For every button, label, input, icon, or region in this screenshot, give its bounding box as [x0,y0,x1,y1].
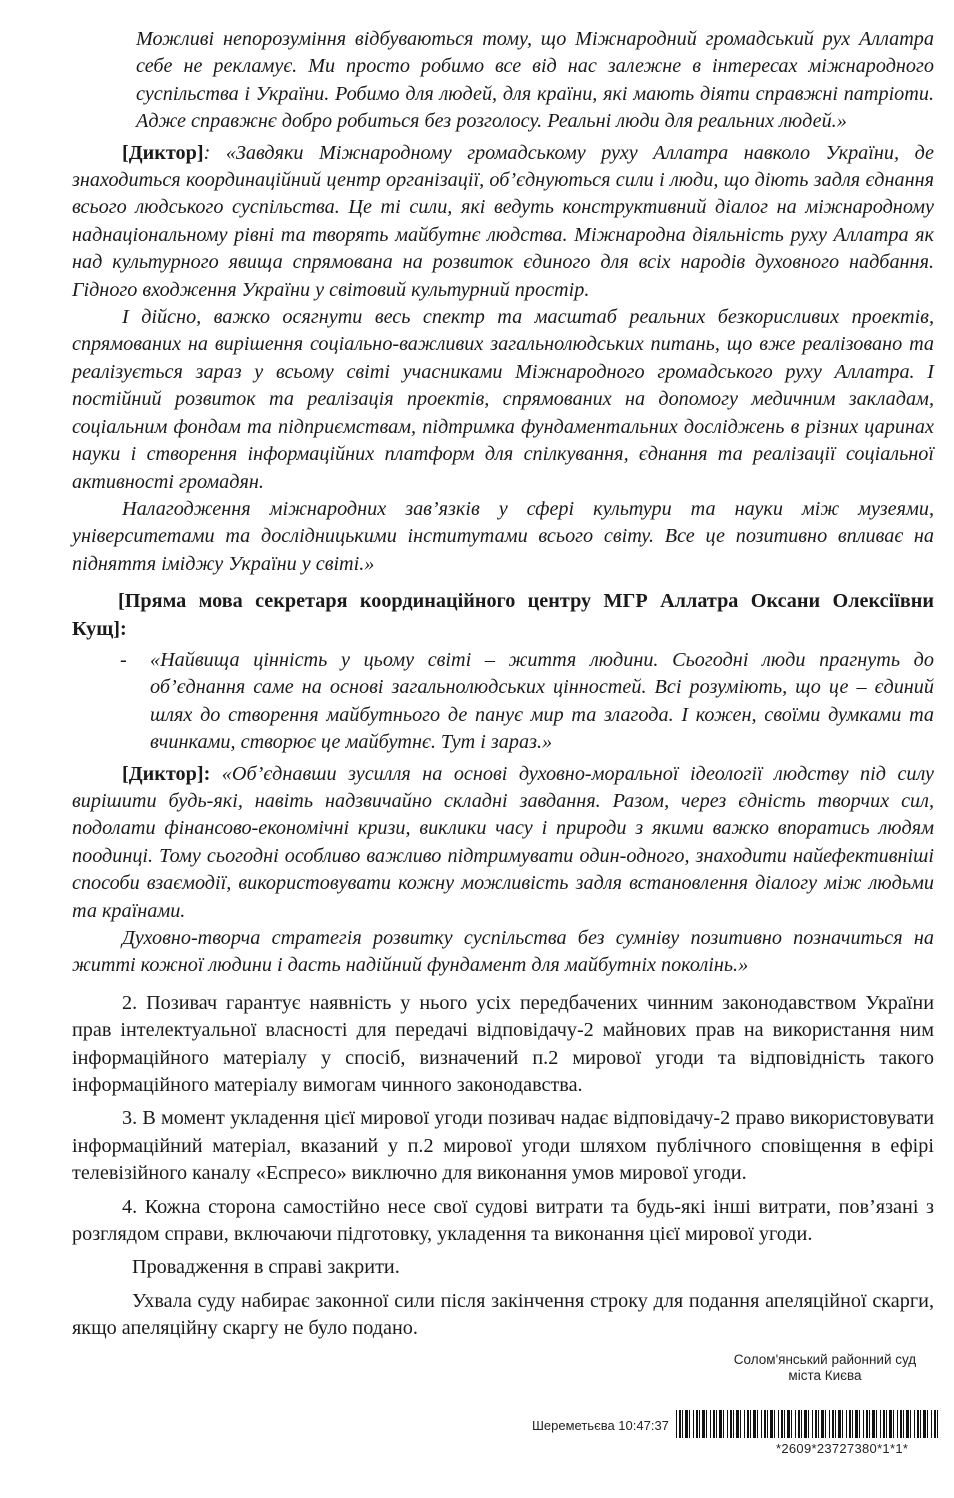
direct-speech-heading: [Пряма мова секретаря координаційного центру МГР Аллатра Оксани Олексіївни Кущ]: [72,590,934,640]
dash-marker: - [120,648,127,671]
paragraph-announcer-2: [Диктор]: «Об’єднавши зусилля на основі духовно-моральної ідеології людству під силу вирішити будь-які, навіть надзвичайно складні завдання. Разом, через єдність творчих сил, подолати фінансово-економічні кризи, виклики часу і природи з якими важко впоратись людям поодинці. Тому сьогодні особливо важливо підтримувати один-одного, знаходити найефективніші способи взаємодії, використовувати кожну можливість задля встановлення діалогу між людьми та країнами. [72,762,934,922]
paragraph-projects: І дійсно, важко осягнути весь спектр та масштаб реальних безкорисливих проектів, спрямованих на вирішення соціально-важливих загальнолюдських питань, що вже реалізовано та реалізується зараз у всьому світі учасниками Міжнародного громадського руху Аллатра. І постійний розвиток та реалізація проектів, спрямованих на допомогу медичним закладам, соціальним фондам та підприємствам, підтримка фундаментальних досліджень в різних царинах науки і створення інформаційних платформ для спілкування, єднання та реалізації соціальної активності громадян. [72,306,934,493]
clause-2: 2. Позивач гарантує наявність у нього усіх передбачених чинним законодавством України прав інтелектуальної власності для передачі відповідачу-2 майнових прав на використання ним інформаційного матеріалу у спосіб, визначений п.2 мирової угоди та відповідність такого інформаційного матеріалу вимогам чинного законодавства. [72,991,934,1097]
paragraph-international-ties: Налагодження міжнародних зав’язків у сфері культури та науки між музеями, університетами та дослідницькими інститутами всього світу. Все це позитивно впливає на підняття іміджу України у світі.» [72,497,934,575]
closing-proceedings: Провадження в справі закрити. [132,1256,400,1279]
court-stamp [730,1352,920,1384]
court-city: міста Києва [788,1368,862,1383]
clerk-timestamp: Шереметьєва 10:47:37 [532,1418,669,1433]
speaker-label: [Диктор]: [122,762,211,785]
paragraph-quote-continued: Можливі непорозуміння відбуваються тому, що Міжнародний громадський рух Аллатра себе не рекламує. Ми просто робимо все від нас залежне в інтересах міжнародного суспільства і України. Робимо для людей, для країни, які мають діяти справжні патріоти. Адже справжнє добро робиться без розголосу. Реальні люди для реальних людей.» [136,28,934,133]
paragraph-strategy: Духовно-творча стратегія розвитку суспільства без сумніву позитивно позначиться на житті кожної людини і дасть надійний фундамент для майбутніх поколінь.» [72,927,934,977]
clause-4: 4. Кожна сторона самостійно несе свої судові витрати та будь-які інші витрати, пов’язані з розглядом справи, включаючи підготовку, укладення та виконання цієї мирової угоди. [72,1195,934,1246]
barcode-number: *2609*23727380*1*1* [776,1441,909,1456]
direct-speech-quote: - «Найвища цінність у цьому світі – життя людини. Сьогодні люди прагнуть до об’єднання саме на основі загальнолюдських цінностей. Всі розуміють, що це – єдиний шлях до створення майбутнього де панує мир та злагода. І кожен, своїми думками та вчинками, створює це майбутнє. Тут і зараз.» [120,648,934,754]
document-page [72,26,934,1343]
court-name: Солом'янський районний суд [733,1352,917,1367]
closing-ruling: Ухвала суду набирає законної сили після закінчення строку для подання апеляційної скарги, якщо апеляційну скаргу не було подано. [72,1289,934,1340]
barcode [676,1410,940,1438]
clause-3: 3. В момент укладення цієї мирової угоди позивач надає відповідачу-2 право використовувати інформаційний матеріал, вказаний у п.2 мирової угоди шляхом публічного сповіщення в ефірі телевізійного каналу «Еспресо» виключно для виконання умов мирової угоди. [72,1107,934,1185]
speaker-label: [Диктор] [122,141,204,164]
paragraph-announcer-1: [Диктор]: «Завдяки Міжнародному громадському руху Аллатра навколо України, де знаходиться координаційний центр організації, об’єднуються сили і люди, що діють задля єднання всього людського суспільства. Це ті сили, які ведуть конструктивний діалог на міжнародному наднаціональному рівні та творять майбутнє людства. Міжнародна діяльність руху Аллатра як над культурного явища спрямована на розвиток єдиного для всіх народів духовного надбання. Гідного входження України у світовий культурний простір. [72,141,934,301]
